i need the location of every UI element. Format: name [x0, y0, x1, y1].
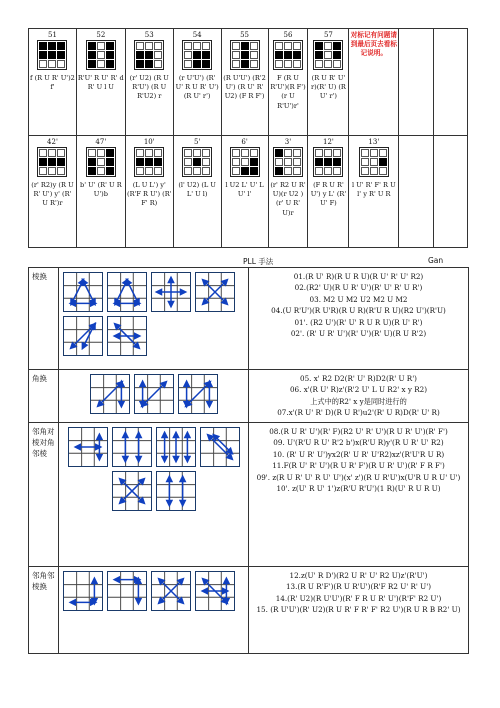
pll-algorithm: 15. (R U'U')(R' U2)(R U R' F R' F' R2 U')(R U R B R2' U) — [256, 605, 461, 615]
case-algorithm: F (R U R'U')(R F')(r U R'U')r' — [270, 74, 306, 110]
swap-arrow — [83, 325, 94, 348]
pll-category: 角换 — [29, 370, 59, 423]
v-perm-icon — [156, 471, 196, 511]
z-perm-icon — [195, 272, 235, 312]
swap-arrow — [116, 281, 127, 304]
swap-arrow — [208, 436, 231, 459]
a-perm-a-icon — [90, 374, 130, 414]
g-perm-a-icon — [151, 571, 191, 611]
cube-pattern-icon — [273, 147, 303, 177]
oll-table — [28, 28, 468, 248]
empty-cell — [434, 136, 468, 248]
g-perm-b-icon — [195, 571, 235, 611]
pll-algorithm: 13.(R U R'F')(R U R'U')(R'F R2 U' R' U') — [285, 582, 432, 592]
pll-author: Gan — [428, 256, 444, 265]
oll-case — [308, 29, 349, 136]
n-perm-a-icon — [200, 427, 240, 467]
pll-algorithm: 09. U'(R'U R U' R'2 b')x(R'U R)y'(R U R' U' R2) — [273, 438, 444, 448]
h-perm-icon — [151, 272, 191, 312]
pll-algorithm: 06. x'(R U' R)z'(R'2 U' L U R2' x y R2) — [289, 385, 428, 395]
n-perm-b-icon — [112, 471, 152, 511]
pll-algorithms — [249, 268, 469, 370]
case-algorithm: (l' U2) (L U L' U l) — [178, 181, 216, 199]
empty-cell — [399, 29, 434, 136]
cube-pattern-icon — [86, 40, 116, 70]
oll-case — [221, 29, 268, 136]
pll-section — [29, 567, 469, 654]
cube-pattern-icon — [313, 147, 343, 177]
cube-pattern-icon — [313, 40, 343, 70]
pll-algorithm: 10. (R' U R' U')yx2(R' U R' U'R2)xz'(R'U'R U R) — [272, 449, 445, 459]
pll-algorithm: 12.z(U' R D')(R2 U R' U' R2 U)z'(R'U') — [289, 571, 428, 580]
pll-algorithm: 04.(U R'U')(R U'R)(R U R)(R'U R U)(R2 U')(R'U) — [271, 306, 446, 316]
pll-title: PLL 手法 — [243, 257, 274, 266]
cube-pattern-icon — [37, 147, 67, 177]
case-algorithm: (r' R2)y (R U R' U') y' (R' U R')r — [31, 181, 74, 208]
pll-diagrams — [59, 423, 249, 567]
r-perm-b-icon — [107, 571, 147, 611]
pll-algorithm: 11.F(R U' R' U')(R U R' F')(R U R' U')(R' F R F') — [272, 461, 445, 471]
swap-arrow — [72, 325, 95, 348]
pll-algorithm: 07.x'(R U' R' D)(R U R')u2'(R' U R)D(R' U' R) — [277, 408, 440, 418]
empty-cell — [434, 29, 468, 136]
case-number: 13' — [368, 138, 380, 146]
oll-case — [268, 136, 308, 248]
case-number: 42' — [47, 138, 58, 146]
case-number: 3' — [284, 138, 292, 146]
case-algorithm: f (R U R' U')2 f' — [30, 74, 75, 92]
pll-algorithms — [249, 370, 469, 423]
case-number: 5' — [193, 138, 201, 146]
oll-case — [308, 136, 349, 248]
cube-pattern-icon — [134, 147, 164, 177]
case-number: 47' — [95, 138, 107, 146]
case-number: 10' — [143, 138, 155, 146]
j-perm-a-icon — [112, 427, 152, 467]
case-algorithm: R'U' R U' R' d R' U l U — [77, 74, 124, 92]
case-algorithm: b' U' (R' U R U')b — [80, 181, 122, 199]
pll-section — [29, 423, 469, 567]
pll-algorithms — [249, 567, 469, 654]
case-algorithm: (r U'U') (R' U' R U R' U') (R U' r') — [175, 74, 219, 101]
oll-case — [29, 29, 77, 136]
u-perm-a-icon — [63, 272, 103, 312]
t-perm-icon — [68, 427, 108, 467]
case-algorithm: l U2 L' U' L U' l' — [225, 181, 264, 199]
pll-section — [29, 370, 469, 423]
case-algorithm: l U' R' F' R U l' y R' U R — [352, 181, 396, 199]
pll-algorithm: 09'. z(R U R' U' R U' U')(x' z')(R U R'U')x(U'R U R U' U') — [256, 472, 461, 482]
pll-algorithm: 02'. (R' U R' U')(R' U')(R' U)(R U R'2) — [290, 329, 427, 339]
case-number: 53 — [144, 31, 154, 39]
cube-pattern-icon — [86, 147, 116, 177]
oll-case — [173, 136, 221, 248]
swap-arrow — [186, 383, 209, 406]
pll-category: 邻角邻棱换 — [29, 567, 59, 654]
case-algorithm: (F R U R' U') y L' (R' U' F) — [310, 181, 347, 208]
oll-case — [29, 136, 77, 248]
cube-pattern-icon — [37, 40, 67, 70]
cube-pattern-icon — [273, 40, 303, 70]
case-algorithm: (R U R' U' r)(R' U) (R U' r') — [310, 74, 346, 101]
swap-arrow — [142, 383, 165, 406]
case-algorithm: (R U'U') (R'2 U') (R U' R' U2) (F R F') — [223, 74, 266, 101]
cube-pattern-icon — [182, 40, 212, 70]
r-perm-a-icon — [63, 571, 103, 611]
cube-pattern-icon — [359, 147, 389, 177]
a-perm-b-icon — [134, 374, 174, 414]
case-algorithm: (r' U2) (R U R'U') (R U R'U2) r — [129, 74, 169, 101]
oll-case — [349, 136, 399, 248]
oll-case — [125, 29, 173, 136]
case-number: 51 — [47, 31, 57, 39]
pll-algorithm: 03. M2 U M2 U2 M2 U M2 — [309, 294, 408, 304]
swap-arrow — [83, 281, 94, 304]
pll-header — [28, 255, 468, 267]
j-perm-b-icon — [156, 427, 196, 467]
case-number: 57 — [323, 31, 333, 39]
pll-section — [29, 268, 469, 370]
oll-case — [221, 136, 268, 248]
pll-diagrams — [59, 567, 249, 654]
case-algorithm: (r' R2 U R' U)(r U2 )(r' U R' U)r — [270, 181, 306, 217]
u-perm-b-icon — [107, 272, 147, 312]
pll-algorithm: 02.(R2' U)(R U R' U')(R' U' R' U R') — [294, 283, 423, 293]
pll-diagrams — [59, 370, 249, 423]
e-perm-icon — [178, 374, 218, 414]
empty-cell — [399, 136, 434, 248]
swap-arrow — [98, 383, 121, 406]
oll-case — [268, 29, 308, 136]
pll-algorithm: 上式中的R2' x y是同时进行的 — [310, 396, 407, 406]
case-number: 56 — [283, 31, 293, 39]
case-number: 12' — [323, 138, 334, 146]
pll-algorithm: 08.(R U R' U')(R' F)(R2 U' R' U')(R U R' U')(R' F') — [269, 427, 448, 436]
pll-table — [28, 267, 469, 654]
pll-category: 棱换 — [29, 268, 59, 370]
pll-diagrams — [59, 268, 249, 370]
oll-case — [76, 136, 125, 248]
case-number: 6' — [241, 138, 248, 146]
pll-algorithm: 01'. (R2 U')(R' U' R U R U)(R U' R') — [294, 317, 423, 327]
cube-pattern-icon — [182, 147, 212, 177]
case-number: 52 — [96, 31, 106, 39]
cube-pattern-icon — [230, 147, 260, 177]
pll-algorithm: 05. x' R2 D2(R' U' R)D2(R' U R') — [300, 374, 417, 383]
u-perm-d-icon — [107, 316, 147, 356]
pll-algorithm: 01.(R U' R)(R U R U)(R U' R' U' R2) — [293, 272, 424, 281]
u-perm-c-icon — [63, 316, 103, 356]
pll-category: 邻角对棱对角邻棱 — [29, 423, 59, 567]
swap-arrow — [72, 281, 83, 304]
pll-algorithm: 14.(R' U2)(R U'U')(R' F R U R' U')(R'F' R2 U') — [275, 593, 442, 603]
oll-case — [76, 29, 125, 136]
oll-case — [125, 136, 173, 248]
pll-algorithm: 10'. z(U' R U' 1')z(R'U R'U')(1 R)(U' R U R U) — [276, 484, 441, 494]
case-algorithm: (L U L') y' (R'F R U') (R' F' R) — [127, 181, 172, 208]
case-number: 55 — [240, 31, 250, 39]
cube-pattern-icon — [230, 40, 260, 70]
pll-algorithms — [249, 423, 469, 567]
oll-case — [173, 29, 221, 136]
oll-case-grid — [28, 28, 468, 248]
cube-pattern-icon — [134, 40, 164, 70]
notation-note: 对标记有问题请到最后页去看标记说明。 — [349, 29, 399, 136]
case-number: 54 — [192, 31, 202, 39]
swap-arrow — [127, 281, 138, 304]
